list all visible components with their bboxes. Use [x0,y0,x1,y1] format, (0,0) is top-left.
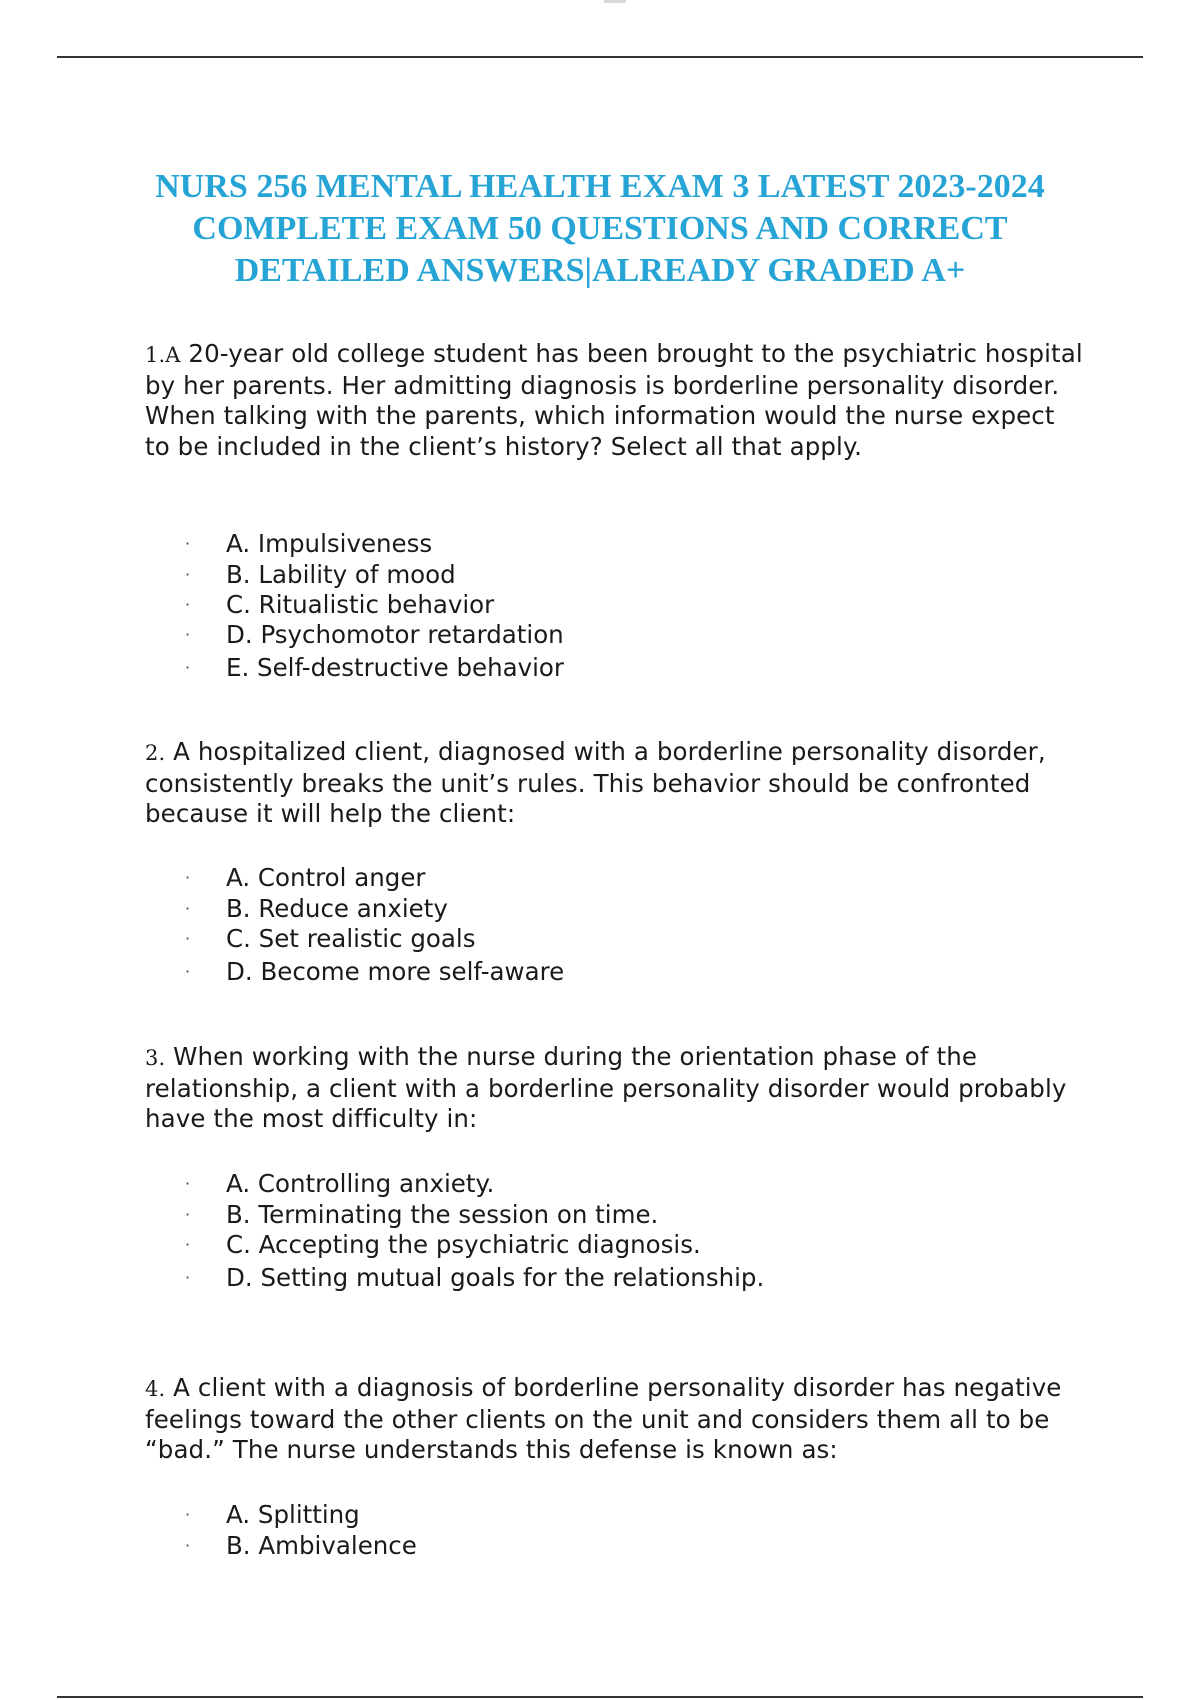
question-number: 1.A [145,343,181,367]
question-3 [145,1042,1085,1292]
option-label: A. Impulsiveness [226,529,433,558]
bullet-icon: · [185,1536,191,1555]
bullet-icon: · [185,1205,191,1224]
option-label: D. Become more self-aware [226,957,565,986]
option-b [145,560,564,590]
question-1-text [145,339,1085,462]
bullet-icon: · [185,595,191,614]
bullet-icon: · [185,1268,191,1287]
option-label: B. Lability of mood [226,560,456,589]
bullet-icon: · [185,962,191,981]
option-label: C. Ritualistic behavior [226,590,495,619]
title-line-2: COMPLETE EXAM 50 QUESTIONS AND CORRECT [192,210,1008,247]
option-label: D. Setting mutual goals for the relationship. [226,1263,765,1292]
option-label: C. Set realistic goals [226,924,476,953]
option-label: D. Psychomotor retardation [226,620,564,649]
option-d [145,620,564,653]
option-label: C. Accepting the psychiatric diagnosis. [226,1230,701,1259]
option-d [145,1263,764,1294]
bullet-icon: · [185,1505,191,1524]
option-c [145,590,564,620]
question-4 [145,1373,1085,1560]
question-body: 20-year old college student has been brought to the psychiatric hospital by her parents. Her admitting diagnosis is borderline personality disorder. When talking with the parents, which information would the nurse expect to be included in the client’s history? Select all that apply. [145,339,1083,461]
bullet-icon: · [185,929,191,948]
question-2-text [145,737,1085,830]
option-label: B. Reduce anxiety [226,894,448,923]
option-a [145,529,564,560]
question-body: A hospitalized client, diagnosed with a borderline personality disorder, consistently breaks the unit’s rules. This behavior should be confronted because it will help the client: [145,737,1046,828]
question-number: 3. [145,1046,166,1070]
option-label: B. Terminating the session on time. [226,1200,659,1229]
question-3-options [145,1169,764,1294]
bullet-icon: · [185,625,191,644]
question-number: 2. [145,741,166,765]
question-number: 4. [145,1377,166,1401]
bullet-icon: · [185,565,191,584]
option-b [145,894,564,924]
bullet-icon: · [185,868,191,887]
question-body: A client with a diagnosis of borderline personality disorder has negative feelings toward the other clients on the unit and considers them all to be “bad.” The nurse understands this defense is known as: [145,1373,1062,1464]
option-label: A. Control anger [226,863,426,892]
footer-rule [57,1696,1143,1698]
bullet-icon: · [185,1235,191,1254]
question-4-options [145,1500,417,1562]
bullet-icon: · [185,658,191,677]
option-a [145,1500,417,1531]
option-label: E. Self-destructive behavior [226,653,564,682]
top-edge-mark [604,0,626,3]
bullet-icon: · [185,899,191,918]
document-title [110,166,1090,292]
question-4-text [145,1373,1085,1466]
header-rule [57,56,1143,58]
title-line-1: NURS 256 MENTAL HEALTH EXAM 3 LATEST 2023-2024 [155,168,1045,205]
question-2 [145,737,1085,986]
option-d [145,957,564,988]
title-line-3: DETAILED ANSWERS|ALREADY GRADED A+ [234,252,966,289]
question-1 [145,339,1085,682]
option-label: B. Ambivalence [226,1531,417,1560]
option-e [145,653,564,684]
option-c [145,924,564,957]
option-label: A. Splitting [226,1500,360,1529]
option-a [145,1169,764,1200]
option-c [145,1230,764,1263]
question-1-options [145,529,564,684]
option-b [145,1200,764,1230]
question-3-text [145,1042,1085,1135]
option-b [145,1531,417,1562]
question-2-options [145,863,564,988]
question-body: When working with the nurse during the orientation phase of the relationship, a client with a borderline personality disorder would probably have the most difficulty in: [145,1042,1067,1133]
bullet-icon: · [185,534,191,553]
option-label: A. Controlling anxiety. [226,1169,495,1198]
option-a [145,863,564,894]
bullet-icon: · [185,1174,191,1193]
